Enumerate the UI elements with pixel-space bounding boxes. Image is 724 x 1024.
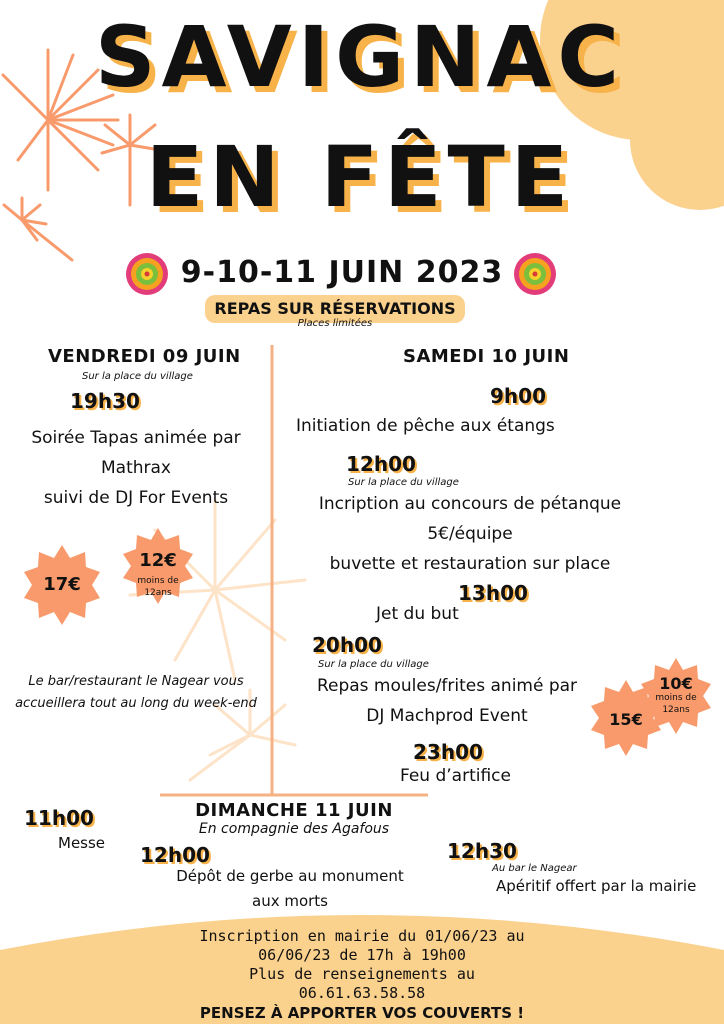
saturday-e3-time: 13h00 [458, 581, 528, 605]
friday-line-3: suivi de DJ For Events [43, 488, 229, 508]
saturday-e2-time: 12h00 [346, 452, 416, 476]
friday-price-child-note2: 12ans [144, 588, 172, 598]
sunday-e2-line1: Dépôt de gerbe au monument [176, 867, 404, 885]
sunday-e2-time: 12h00 [140, 843, 210, 867]
friday-price-adult: 17€ [43, 574, 81, 595]
saturday-e4-time: 20h00 [312, 633, 382, 657]
saturday-e5-time: 23h00 [413, 740, 483, 764]
friday-price-child-note1: moins de [137, 576, 179, 586]
friday-time: 19h30 [70, 389, 140, 413]
saturday-price-adult: 15€ [609, 710, 643, 729]
friday-day: VENDREDI 09 JUIN [48, 346, 241, 367]
sunday-e3-text: Apéritif offert par la mairie [496, 877, 697, 895]
saturday-e4-line1: Repas moules/frites animé par [316, 676, 578, 696]
event-dates: 9-10-11 JUIN 2023 [180, 255, 504, 290]
sunday-day: DIMANCHE 11 JUIN [195, 800, 393, 821]
sunday-subtitle: En compagnie des Agafous [198, 821, 390, 837]
saturday-e3-text: Jet du but [376, 604, 459, 624]
page-title-line1: SAVIGNAC [95, 8, 625, 106]
saturday-e2-line1: Incription au concours de pétanque [318, 494, 622, 514]
saturday-e1-text: Initiation de pêche aux étangs [296, 416, 555, 436]
saturday-price-child-note2: 12ans [662, 705, 690, 715]
saturday-e4-line2: DJ Machprod Event [366, 706, 528, 726]
saturday-e1-time: 9h00 [490, 384, 546, 408]
footer-reminder: PENSEZ À APPORTER VOS COUVERTS ! [199, 1004, 525, 1022]
bar-note-1: Le bar/restaurant le Nagear vous [28, 674, 244, 689]
footer-line-1: Inscription en mairie du 01/06/23 au [199, 927, 525, 945]
saturday-e2-location: Sur la place du village [348, 477, 459, 488]
footer-line-2: 06/06/23 de 17h à 19h00 [258, 946, 466, 964]
saturday-price-child: 10€ [659, 674, 693, 693]
sunday-e1-time: 11h00 [24, 806, 94, 830]
footer-line-3: Plus de renseignements au [249, 965, 475, 983]
friday-location: Sur la place du village [82, 371, 193, 382]
sunday-e2-line2: aux morts [252, 892, 328, 910]
sunday-e3-location: Au bar le Nagear [492, 863, 577, 874]
reservation-note: Places limitées [297, 318, 373, 329]
sunday-e3-time: 12h30 [447, 839, 517, 863]
flower-icon [514, 253, 556, 295]
flower-icon [126, 253, 168, 295]
footer-phone: 06.61.63.58.58 [298, 984, 426, 1002]
page-title-line2: EN FÊTE [145, 128, 575, 226]
sunday-e1-text: Messe [58, 834, 106, 852]
saturday-day: SAMEDI 10 JUIN [403, 346, 570, 367]
saturday-e5-text: Feu d’artifice [400, 766, 511, 786]
reservation-label: REPAS SUR RÉSERVATIONS [205, 295, 465, 323]
saturday-e2-line2: 5€/équipe [427, 524, 513, 544]
friday-price-child: 12€ [139, 550, 177, 571]
friday-line-1: Soirée Tapas animée par [31, 428, 241, 448]
bar-note-2: accueillera tout au long du week-end [15, 696, 257, 711]
friday-line-2: Mathrax [101, 458, 171, 478]
saturday-price-child-note1: moins de [655, 693, 697, 703]
saturday-e2-line3: buvette et restauration sur place [329, 554, 611, 574]
saturday-e4-location: Sur la place du village [318, 659, 429, 670]
